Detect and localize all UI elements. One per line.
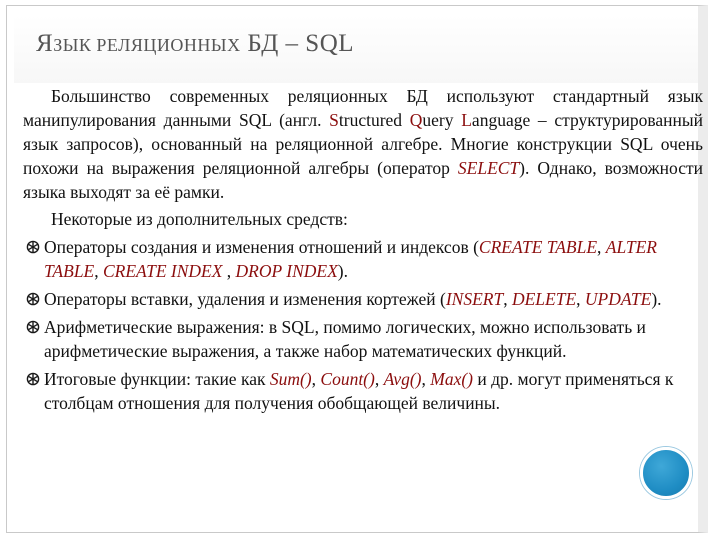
acronym-letter-s: S <box>329 110 339 130</box>
item-text: Арифметические выражения: в SQL, помимо логических, можно использовать и арифметические выражения, а также набор математических функций. <box>44 317 646 361</box>
snowflake-bullet-icon <box>26 292 40 306</box>
features-list <box>23 235 703 415</box>
keyword-max: Max() <box>430 369 474 389</box>
intro-paragraph <box>23 84 703 204</box>
separator: , <box>576 289 585 309</box>
separator: , <box>311 369 321 389</box>
title-smallcaps: ЗЫК РЕЛЯЦИОННЫХ <box>53 35 241 55</box>
keyword-delete: DELETE <box>511 289 577 309</box>
separator: , <box>503 289 512 309</box>
item-text: Операторы создания и изменения отношений и индексов ( <box>44 237 479 257</box>
acronym-word-q: uery <box>422 110 462 130</box>
keyword-insert: INSERT <box>445 289 504 309</box>
item-text: Итоговые функции: такие как <box>44 369 270 389</box>
intro-text-1: Большинство современных реляционных БД используют стандартный язык манипулирования данными SQL (англ. <box>23 86 703 130</box>
keyword-sum: Sum() <box>269 369 312 389</box>
features-intro: Некоторые из дополнительных средств: <box>51 209 348 229</box>
snowflake-bullet-icon <box>26 372 40 386</box>
item-text-end: ). <box>337 261 348 281</box>
separator: , <box>94 261 103 281</box>
item-text: Операторы вставки, удаления и изменения кортежей ( <box>44 289 446 309</box>
list-item <box>23 235 703 283</box>
keyword-avg: Avg() <box>383 369 422 389</box>
intro-text-3: ). Однако, возможности языка выходят за её рамки. <box>23 158 703 202</box>
title-rest: БД – SQL <box>240 30 355 57</box>
keyword-count: Count() <box>320 369 375 389</box>
keyword-create-table: CREATE TABLE <box>478 237 598 257</box>
keyword-alter-table: ALTER TABLE <box>44 237 657 281</box>
intro-text-2: anguage – структурированный язык запросов), основанный на реляционной алгебре. Многие конструкции SQL очень похожи на выражения реляционной алгебры (оператор <box>23 110 703 178</box>
list-item <box>23 367 703 415</box>
separator: , <box>597 237 606 257</box>
acronym-word-s: tructured <box>338 110 410 130</box>
keyword-create-index: CREATE INDEX <box>103 261 223 281</box>
snowflake-bullet-icon <box>26 320 40 334</box>
keyword-select: SELECT <box>457 158 520 178</box>
item-text-end: и др. могут применяться к столбцам отношения для получения обобщающей величины. <box>44 369 674 413</box>
item-text-end: ). <box>651 289 662 309</box>
acronym-letter-l: L <box>461 110 472 130</box>
title-initial: Я <box>36 30 54 57</box>
keyword-update: UPDATE <box>584 289 652 309</box>
snowflake-bullet-icon <box>26 240 40 254</box>
list-item <box>23 287 703 311</box>
separator: , <box>222 261 236 281</box>
blue-circle-icon <box>640 447 692 499</box>
slide-content <box>23 84 703 415</box>
separator: , <box>374 369 384 389</box>
slide-title <box>36 30 354 58</box>
acronym-letter-q: Q <box>409 110 423 130</box>
list-item <box>23 315 703 363</box>
separator: , <box>421 369 431 389</box>
keyword-drop-index: DROP INDEX <box>235 261 338 281</box>
